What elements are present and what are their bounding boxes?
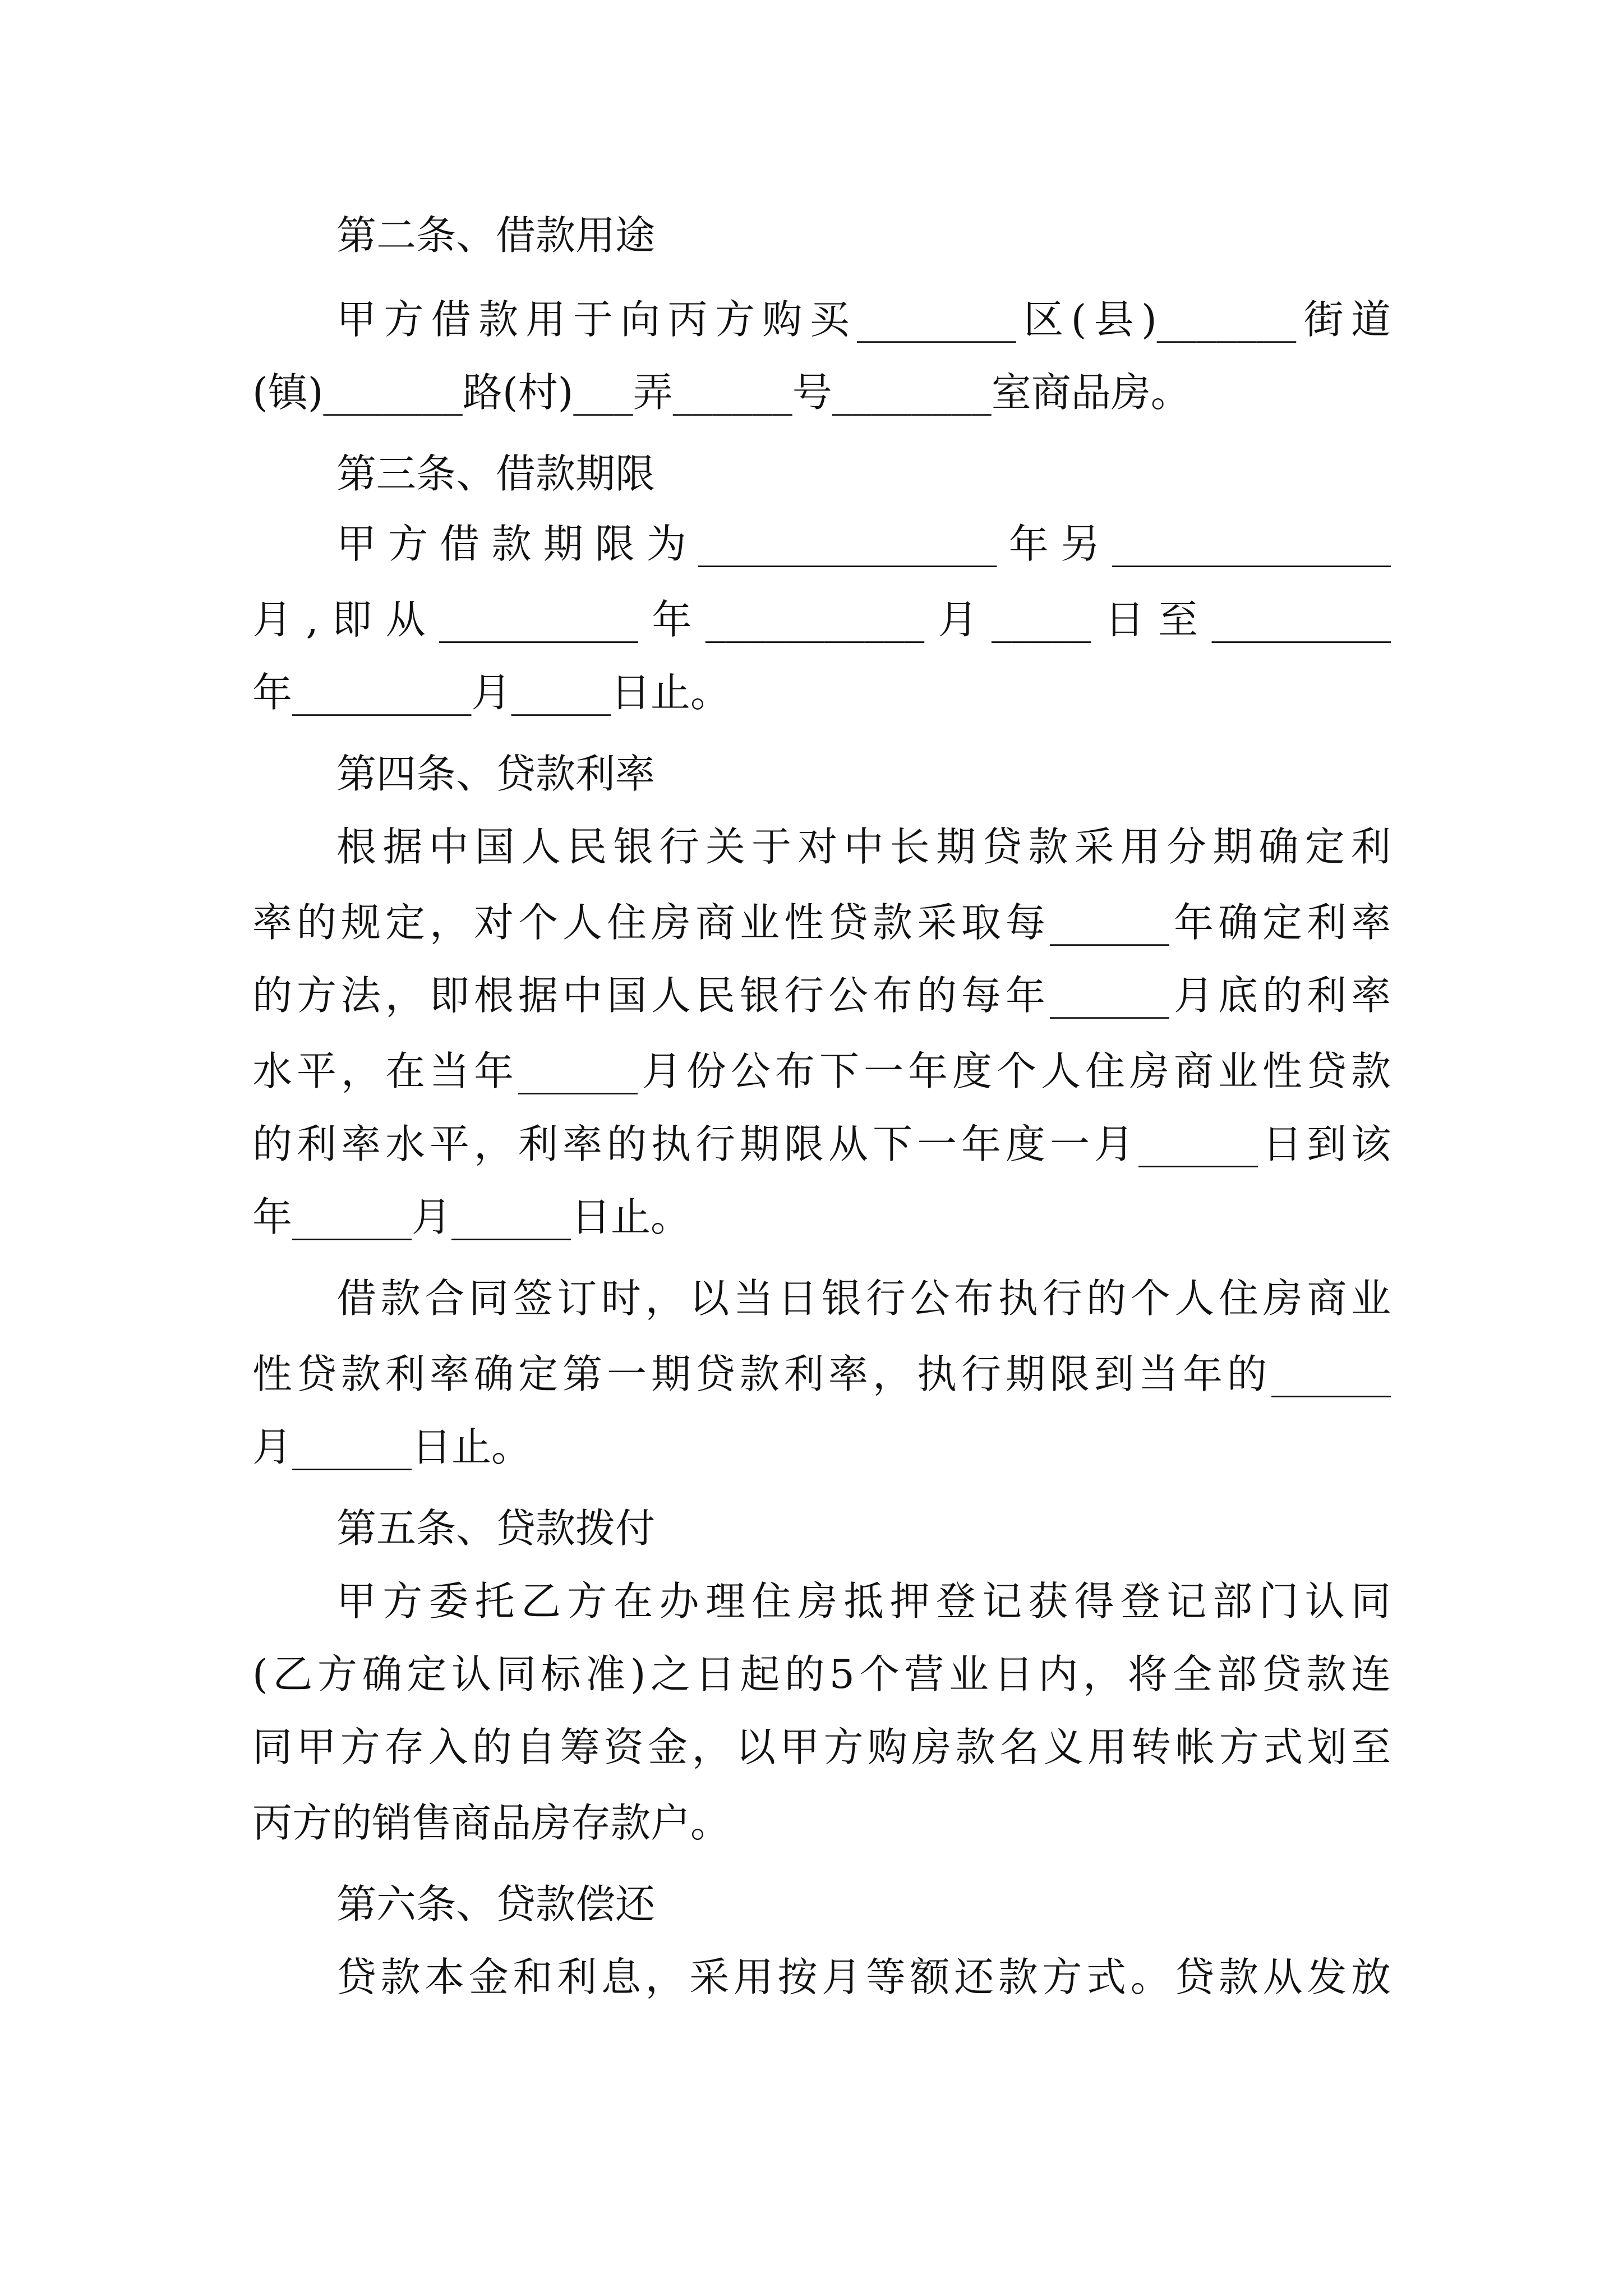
paragraph-line: 月______日止。 [252,1424,532,1470]
paragraph-line: 根据中国人民银行关于对中长期贷款采用分期确定利 [336,823,1391,870]
paragraph-line: 借款合同签订时，以当日银行公布执行的个人住房商业 [336,1275,1391,1322]
article-heading: 第四条、贷款利率 [336,751,656,797]
paragraph-line: 甲方借款期限为_______________年另______________ [336,521,1391,567]
paragraph-line: 的利率水平，利率的执行期限从下一年度一月______日到该 [252,1121,1391,1167]
paragraph-line: (镇)_______路(村)___弄______号________室商品房。 [252,369,1191,416]
article-heading: 第二条、借款用途 [336,212,656,259]
paragraph-line: 甲方委托乙方在办理住房抵押登记获得登记部门认同 [336,1578,1391,1625]
paragraph-line: 贷款本金和利息，采用按月等额还款方式。贷款从发放 [336,1954,1391,2000]
paragraph-line: 性贷款利率确定第一期贷款利率，执行期限到当年的______ [252,1351,1391,1397]
paragraph-line: 的方法，即根据中国人民银行公布的每年______月底的利率 [252,972,1391,1019]
paragraph-line: 水平，在当年______月份公布下一年度个人住房商业性贷款 [252,1048,1391,1094]
paragraph-line: (乙方确定认同标准)之日起的5个营业日内，将全部贷款连 [252,1651,1391,1697]
article-heading: 第六条、贷款偿还 [336,1881,656,1927]
article-heading: 第三条、借款期限 [336,450,656,497]
paragraph-line: 丙方的销售商品房存款户。 [252,1800,731,1846]
paragraph-line: 同甲方存入的自筹资金，以甲方购房款名义用转帐方式划至 [252,1724,1391,1770]
paragraph-line: 甲方借款用于向丙方购买________区(县)_______街道 [336,296,1391,343]
paragraph-line: 月,即从__________年___________月_____日至_________ [252,596,1391,643]
paragraph-line: 率的规定，对个人住房商业性贷款采取每______年确定利率 [252,899,1391,946]
paragraph-line: 年_________月_____日止。 [252,669,731,716]
paragraph-line: 年______月______日止。 [252,1194,691,1240]
article-heading: 第五条、贷款拨付 [336,1505,656,1552]
